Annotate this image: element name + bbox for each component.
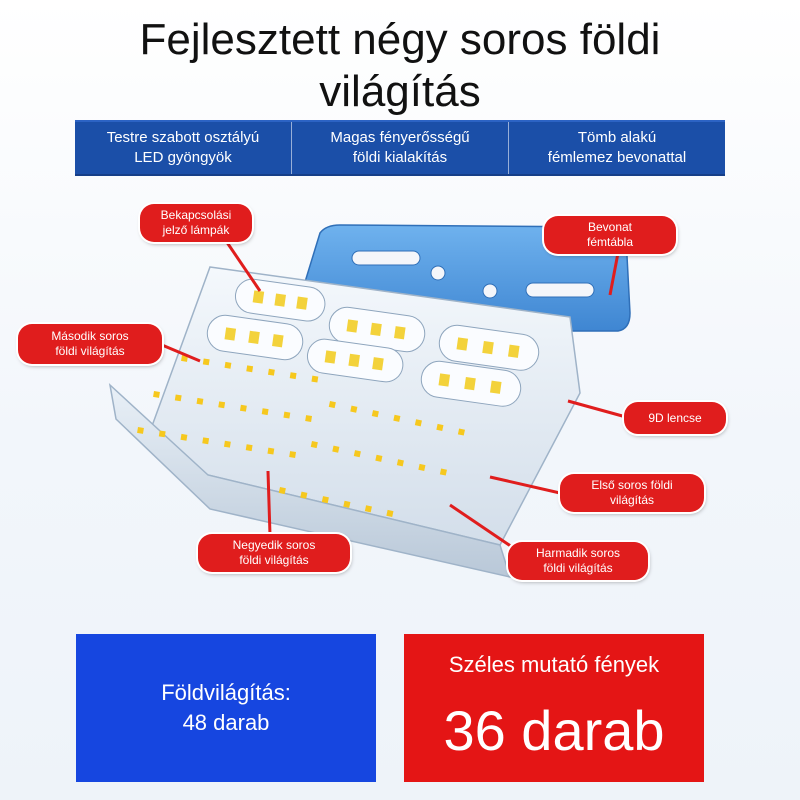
feature-metal-plate — [508, 122, 725, 174]
callout-indicator-lights — [140, 204, 252, 242]
callout-first-row-line-2: világítás — [609, 493, 655, 507]
callout-first-row — [560, 474, 704, 512]
feature-led-beads — [75, 122, 291, 174]
feature-metal-plate-line-1: Tömb alakú — [577, 129, 657, 146]
callout-indicator-lights-line-1: Bekapcsolási — [160, 208, 232, 222]
callout-9d-lens — [624, 402, 726, 434]
callout-9d-lens-line-1: 9D lencse — [648, 410, 702, 425]
callout-coated-plate — [544, 216, 676, 254]
ground-lights-count: 48 darab — [182, 710, 270, 735]
feature-led-beads-line-2: LED gyöngyök — [134, 149, 232, 166]
wide-indicator-count-box — [404, 634, 704, 782]
callout-second-row — [18, 324, 162, 364]
callout-first-row-line-1: Első soros földi — [591, 478, 673, 492]
feature-high-brightness-line-2: földi kialakítás — [352, 149, 448, 166]
ground-lights-count-box — [76, 634, 376, 782]
callout-second-row-line-2: földi világítás — [55, 344, 125, 358]
ground-lights-label: Földvilágítás: — [161, 680, 291, 705]
callout-fourth-row-line-1: Negyedik soros — [232, 538, 316, 552]
callout-coated-plate-line-1: Bevonat — [587, 220, 633, 234]
callout-coated-plate-line-2: fémtábla — [586, 235, 634, 249]
feature-led-beads-line-1: Testre szabott osztályú — [106, 129, 260, 146]
feature-high-brightness — [291, 122, 508, 174]
callout-fourth-row-line-2: földi világítás — [239, 553, 309, 567]
feature-metal-plate-line-2: fémlemez bevonattal — [547, 149, 687, 166]
wide-indicator-label: Széles mutató fények — [448, 652, 660, 677]
page-title-line-1: Fejlesztett négy soros földi — [139, 15, 661, 64]
callout-second-row-line-1: Második soros — [51, 329, 129, 343]
callout-third-row — [508, 542, 648, 580]
callout-fourth-row — [198, 534, 350, 572]
callout-indicator-lights-line-2: jelző lámpák — [162, 223, 230, 237]
feature-bar — [75, 120, 725, 176]
wide-indicator-count: 36 darab — [443, 699, 665, 762]
feature-high-brightness-line-1: Magas fényerősségű — [330, 129, 470, 146]
callout-third-row-line-2: földi világítás — [543, 561, 613, 575]
page-title-line-2: világítás — [319, 67, 481, 116]
callout-third-row-line-1: Harmadik soros — [535, 546, 621, 560]
